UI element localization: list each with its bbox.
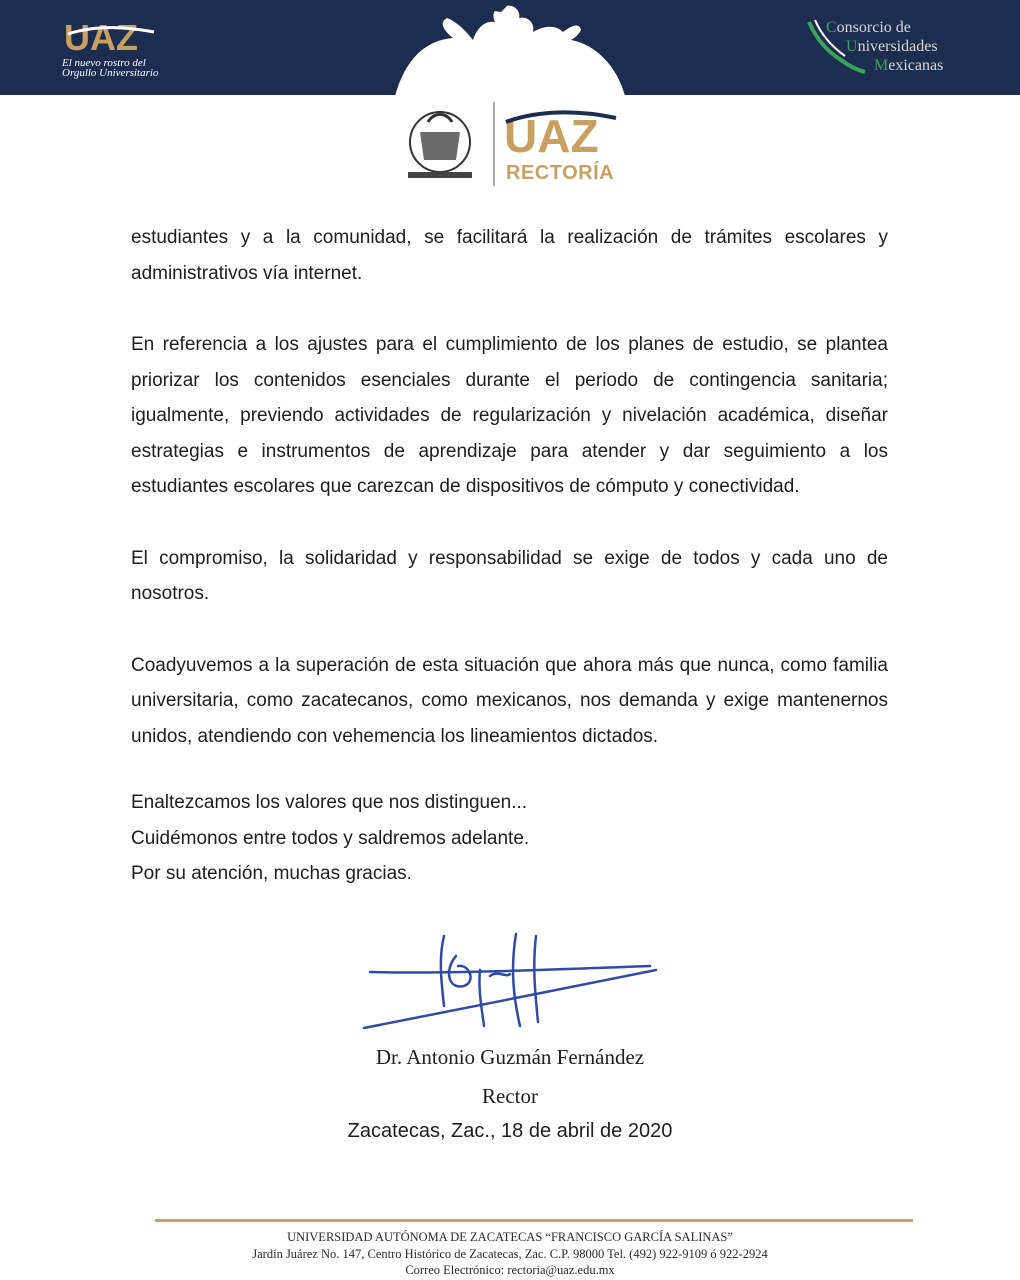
letter-closing [131,785,888,892]
svg-text:UAZ: UAZ [504,110,599,162]
closing-line: Enaltezcamos los valores que nos distinguen... [131,792,528,813]
footer-address: Jardín Juárez No. 147, Centro Histórico de Zacatecas, Zac. C.P. 98000 Tel. (492) 922-9109 ó 922-2924 [252,1246,768,1261]
paragraph: estudiantes y a la comunidad, se facilitará la realización de trámites escolares y administrativos vía internet. [131,227,888,284]
closing-line: Cuidémonos entre todos y saldremos adelante. [131,827,530,849]
footer-institution: UNIVERSIDAD AUTÓNOMA DE ZACATECAS “FRANCISCO GARCÍA SALINAS” [287,1230,733,1244]
paragraph: El compromiso, la solidaridad y responsabilidad se exige de todos y cada uno de nosotros. [131,547,888,604]
eagle-emblem-icon [395,0,625,96]
uaz-tagline-line1: El nuevo rostro del [62,57,146,69]
place-date: Zacatecas, Zac., 18 de abril de 2020 [347,1120,673,1142]
footer-email: Correo Electrónico: rectoria@uaz.edu.mx [405,1263,615,1277]
signer-title: Rector [482,1084,538,1108]
uaz-tagline-line2: Orgullo Universitario [62,67,159,79]
letter-body [131,220,888,790]
footer [0,1229,1020,1279]
svg-text:UAZ: UAZ [64,17,138,58]
handwritten-signature [360,930,660,1038]
rectoria-label: RECTORÍA [506,162,615,184]
closing-line: Por su atención, muchas gracias. [131,863,412,884]
paragraph: Coadyuvemos a la superación de esta situación que ahora más que nunca, como familia universitaria, como zacatecanos, como mexicanos, nos demanda y exige mantenernos unidos, atendiendo con vehemencia los lineamientos dictados. [131,654,888,747]
signer-name: Dr. Antonio Guzmán Fernández [375,1045,645,1069]
uaz-tagline [62,58,166,78]
footer-divider [155,1219,913,1222]
university-seal-icon [408,112,472,178]
paragraph: En referencia a los ajustes para el cumplimiento de los planes de estudio, se plantea priorizar los contenidos esenciales durante el periodo de contingencia sanitaria; igualmente, previendo actividades de regularización y nivelación académica, diseñar estrategias e instrumentos de aprendizaje para atender y dar seguimiento a los estudiantes escolares que carezcan de dispositivos de cómputo y conectividad. [131,334,888,497]
